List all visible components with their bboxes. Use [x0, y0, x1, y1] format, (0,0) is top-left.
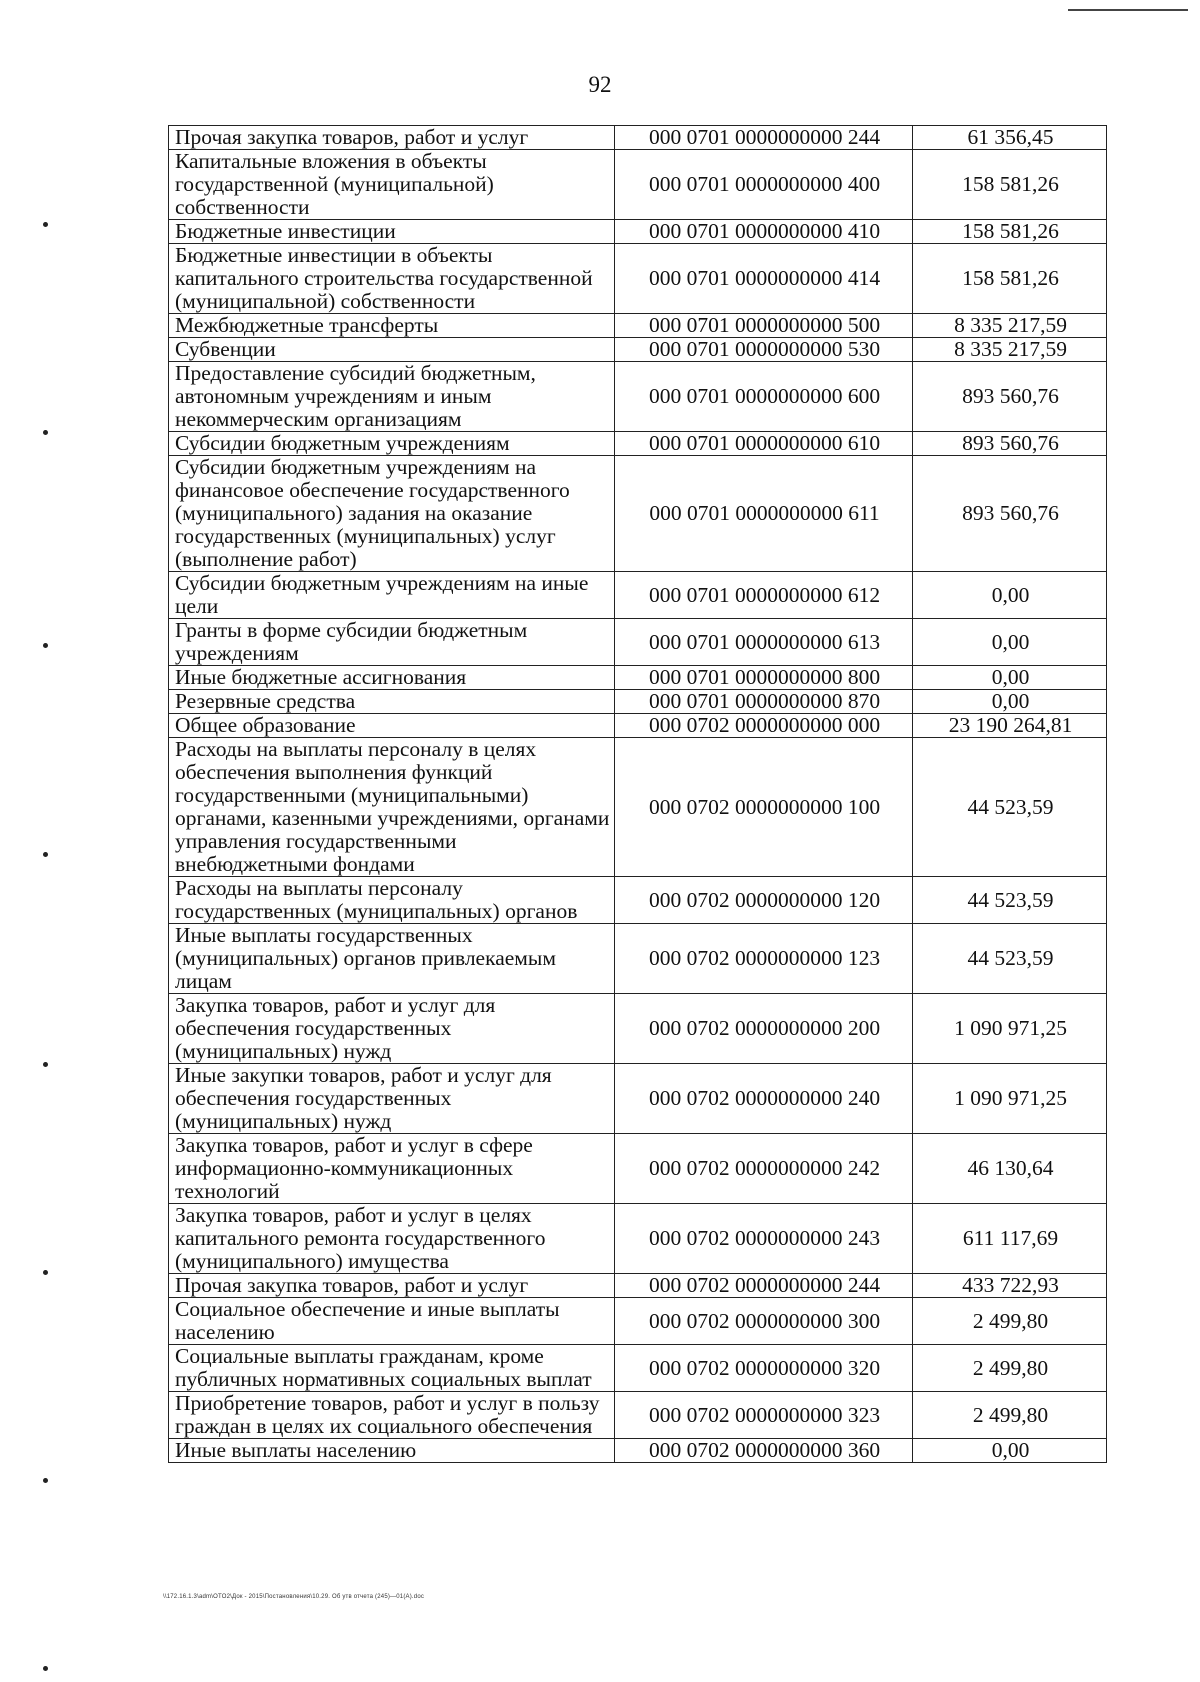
row-code: 000 0701 0000000000 410 — [615, 220, 913, 244]
row-amount: 46 130,64 — [913, 1134, 1107, 1204]
row-amount: 8 335 217,59 — [913, 314, 1107, 338]
table-row — [169, 1204, 1107, 1274]
margin-dot — [43, 852, 48, 857]
row-amount: 893 560,76 — [913, 432, 1107, 456]
row-code: 000 0702 0000000000 100 — [615, 738, 913, 877]
table-row — [169, 1274, 1107, 1298]
row-name: Закупка товаров, работ и услуг для обеспечения государственных (муниципальных) нужд — [169, 994, 615, 1064]
row-amount: 0,00 — [913, 690, 1107, 714]
margin-dot — [43, 1478, 48, 1483]
table-row — [169, 338, 1107, 362]
row-name: Социальные выплаты гражданам, кроме публичных нормативных социальных выплат — [169, 1345, 615, 1392]
row-name: Гранты в форме субсидии бюджетным учреждениям — [169, 619, 615, 666]
margin-dot — [43, 430, 48, 435]
row-name: Иные выплаты государственных (муниципальных) органов привлекаемым лицам — [169, 924, 615, 994]
table-row — [169, 877, 1107, 924]
table-row — [169, 244, 1107, 314]
row-name: Иные бюджетные ассигнования — [169, 666, 615, 690]
row-name: Приобретение товаров, работ и услуг в пользу граждан в целях их социального обеспечения — [169, 1392, 615, 1439]
row-code: 000 0701 0000000000 244 — [615, 126, 913, 150]
row-code: 000 0701 0000000000 600 — [615, 362, 913, 432]
margin-dot — [43, 643, 48, 648]
row-code: 000 0702 0000000000 320 — [615, 1345, 913, 1392]
row-name: Межбюджетные трансферты — [169, 314, 615, 338]
table-row — [169, 126, 1107, 150]
row-amount: 44 523,59 — [913, 738, 1107, 877]
table-row — [169, 150, 1107, 220]
row-code: 000 0701 0000000000 610 — [615, 432, 913, 456]
row-name: Социальное обеспечение и иные выплаты населению — [169, 1298, 615, 1345]
table-row — [169, 1134, 1107, 1204]
table-row — [169, 362, 1107, 432]
row-name: Иные закупки товаров, работ и услуг для обеспечения государственных (муниципальных) нужд — [169, 1064, 615, 1134]
table-row — [169, 1439, 1107, 1463]
row-code: 000 0701 0000000000 612 — [615, 572, 913, 619]
row-code: 000 0702 0000000000 243 — [615, 1204, 913, 1274]
file-path-footer: \\172.16.1.3\adm\OTO2\Док - 2015\Постановления\10.29. Об утв отчета (245)—01(А).doc — [163, 1594, 425, 1600]
budget-table-body — [169, 126, 1107, 1463]
table-row — [169, 738, 1107, 877]
margin-dot — [43, 1666, 48, 1671]
row-code: 000 0702 0000000000 200 — [615, 994, 913, 1064]
row-code: 000 0702 0000000000 120 — [615, 877, 913, 924]
row-name: Предоставление субсидий бюджетным, автономным учреждениям и иным некоммерческим организациям — [169, 362, 615, 432]
row-code: 000 0702 0000000000 242 — [615, 1134, 913, 1204]
row-name: Бюджетные инвестиции — [169, 220, 615, 244]
row-amount: 2 499,80 — [913, 1298, 1107, 1345]
row-code: 000 0702 0000000000 000 — [615, 714, 913, 738]
row-code: 000 0701 0000000000 530 — [615, 338, 913, 362]
table-row — [169, 432, 1107, 456]
row-code: 000 0701 0000000000 500 — [615, 314, 913, 338]
row-code: 000 0702 0000000000 323 — [615, 1392, 913, 1439]
row-amount: 23 190 264,81 — [913, 714, 1107, 738]
row-name: Субсидии бюджетным учреждениям на иные цели — [169, 572, 615, 619]
row-amount: 158 581,26 — [913, 150, 1107, 220]
row-name: Иные выплаты населению — [169, 1439, 615, 1463]
row-amount: 0,00 — [913, 1439, 1107, 1463]
table-row — [169, 572, 1107, 619]
row-amount: 158 581,26 — [913, 220, 1107, 244]
row-code: 000 0701 0000000000 414 — [615, 244, 913, 314]
row-amount: 893 560,76 — [913, 362, 1107, 432]
row-name: Прочая закупка товаров, работ и услуг — [169, 126, 615, 150]
row-amount: 61 356,45 — [913, 126, 1107, 150]
row-name: Субвенции — [169, 338, 615, 362]
row-code: 000 0701 0000000000 870 — [615, 690, 913, 714]
row-amount: 44 523,59 — [913, 877, 1107, 924]
row-amount: 1 090 971,25 — [913, 994, 1107, 1064]
row-name: Прочая закупка товаров, работ и услуг — [169, 1274, 615, 1298]
margin-dot — [43, 1270, 48, 1275]
row-name: Расходы на выплаты персоналу государственных (муниципальных) органов — [169, 877, 615, 924]
row-amount: 0,00 — [913, 572, 1107, 619]
table-row — [169, 994, 1107, 1064]
row-code: 000 0702 0000000000 123 — [615, 924, 913, 994]
row-name: Резервные средства — [169, 690, 615, 714]
row-name: Расходы на выплаты персоналу в целях обеспечения выполнения функций государственными (муниципальными) органами, казенными учреждениями, органами управления государственными внебюджетными фондами — [169, 738, 615, 877]
row-code: 000 0701 0000000000 611 — [615, 456, 913, 572]
row-code: 000 0702 0000000000 244 — [615, 1274, 913, 1298]
row-code: 000 0701 0000000000 800 — [615, 666, 913, 690]
table-row — [169, 666, 1107, 690]
row-code: 000 0702 0000000000 360 — [615, 1439, 913, 1463]
row-amount: 611 117,69 — [913, 1204, 1107, 1274]
row-amount: 433 722,93 — [913, 1274, 1107, 1298]
row-code: 000 0702 0000000000 300 — [615, 1298, 913, 1345]
table-row — [169, 714, 1107, 738]
row-amount: 158 581,26 — [913, 244, 1107, 314]
table-row — [169, 1392, 1107, 1439]
row-name: Общее образование — [169, 714, 615, 738]
row-name: Закупка товаров, работ и услуг в целях капитального ремонта государственного (муниципального) имущества — [169, 1204, 615, 1274]
table-row — [169, 690, 1107, 714]
row-name: Капитальные вложения в объекты государственной (муниципальной) собственности — [169, 150, 615, 220]
table-row — [169, 456, 1107, 572]
table-row — [169, 1298, 1107, 1345]
row-name: Бюджетные инвестиции в объекты капитального строительства государственной (муниципальной) собственности — [169, 244, 615, 314]
row-amount: 2 499,80 — [913, 1345, 1107, 1392]
table-row — [169, 1345, 1107, 1392]
budget-table — [168, 125, 1107, 1463]
table-row — [169, 924, 1107, 994]
table-row — [169, 314, 1107, 338]
row-amount: 0,00 — [913, 619, 1107, 666]
row-code: 000 0701 0000000000 400 — [615, 150, 913, 220]
row-amount: 44 523,59 — [913, 924, 1107, 994]
table-row — [169, 619, 1107, 666]
margin-dot — [43, 222, 48, 227]
row-amount: 1 090 971,25 — [913, 1064, 1107, 1134]
row-amount: 8 335 217,59 — [913, 338, 1107, 362]
row-amount: 0,00 — [913, 666, 1107, 690]
row-code: 000 0702 0000000000 240 — [615, 1064, 913, 1134]
row-code: 000 0701 0000000000 613 — [615, 619, 913, 666]
row-name: Субсидии бюджетным учреждениям — [169, 432, 615, 456]
page-number: 92 — [588, 72, 612, 97]
table-row — [169, 1064, 1107, 1134]
top-edge-line — [1068, 9, 1188, 11]
row-amount: 893 560,76 — [913, 456, 1107, 572]
row-amount: 2 499,80 — [913, 1392, 1107, 1439]
row-name: Субсидии бюджетным учреждениям на финансовое обеспечение государственного (муниципального) задания на оказание государственных (муниципальных) услуг (выполнение работ) — [169, 456, 615, 572]
table-row — [169, 220, 1107, 244]
margin-dot — [43, 1062, 48, 1067]
row-name: Закупка товаров, работ и услуг в сфере информационно-коммуникационных технологий — [169, 1134, 615, 1204]
